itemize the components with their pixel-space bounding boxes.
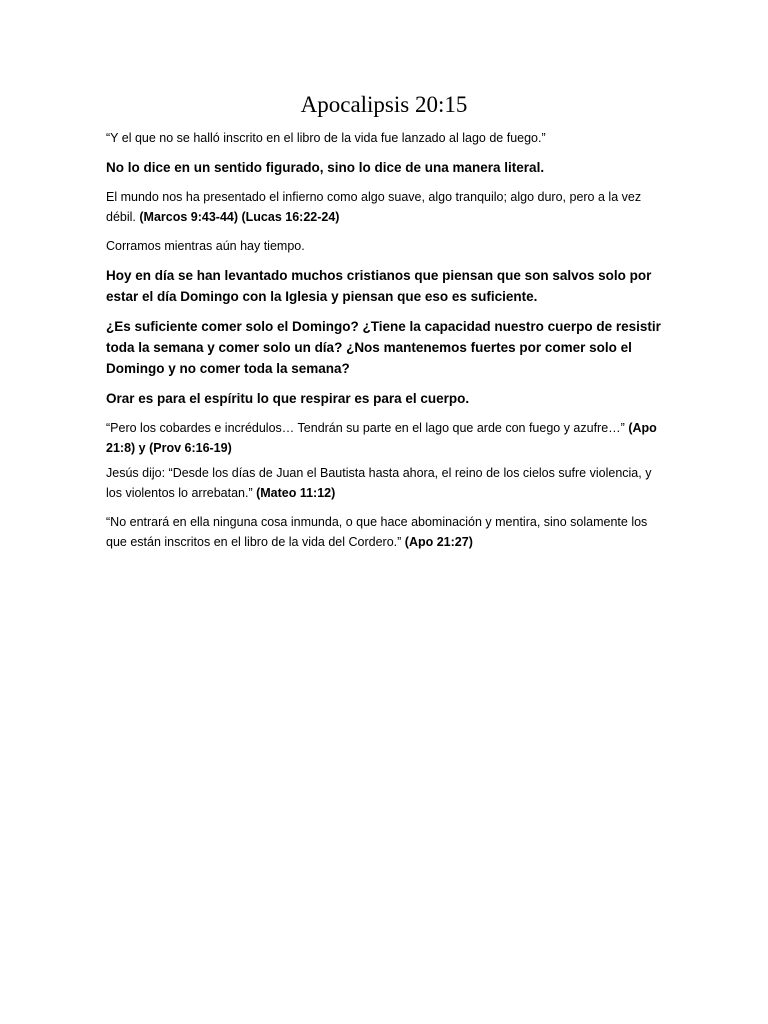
violence-verse-ref: (Mateo 11:12) <box>256 486 336 500</box>
cowards-verse-ref: (Apo 21:8) y (Prov 6:16-19) <box>106 421 657 455</box>
christians-paragraph: Hoy en día se han levantado muchos cristianos que piensan que son salvos solo por estar el día Domingo con la Iglesia y piensan que eso es suficiente. <box>106 268 652 304</box>
literal-statement: No lo dice en un sentido figurado, sino lo dice de una manera literal. <box>106 160 545 175</box>
violence-verse-text: Jesús dijo: “Desde los días de Juan el Bautista hasta ahora, el reino de los cielos sufre violencia, y los violentos lo arrebatan.” <box>106 466 652 500</box>
unclean-verse <box>106 512 662 552</box>
hell-paragraph-text: El mundo nos ha presentado el infierno como algo suave, algo tranquilo; algo duro, pero a la vez débil. <box>106 190 642 224</box>
hell-paragraph-ref: (Marcos 9:43-44) (Lucas 16:22-24) <box>139 210 340 224</box>
run-while-time-paragraph: Corramos mientras aún hay tiempo. <box>106 239 305 253</box>
opening-verse: “Y el que no se halló inscrito en el libro de la vida fue lanzado al lago de fuego.” <box>106 131 546 145</box>
page-title: Apocalipsis 20:15 <box>300 92 468 117</box>
unclean-verse-ref: (Apo 21:27) <box>404 535 473 549</box>
unclean-verse-text: “No entrará en ella ninguna cosa inmunda, o que hace abominación y mentira, sino solamente los que están inscritos en el libro de la vida del Cordero.” <box>106 515 648 549</box>
violence-verse <box>106 463 662 503</box>
document-body <box>106 128 662 552</box>
hell-paragraph <box>106 187 662 227</box>
cowards-verse <box>106 418 662 458</box>
prayer-statement: Orar es para el espíritu lo que respirar es para el cuerpo. <box>106 391 470 406</box>
cowards-verse-text: “Pero los cobardes e incrédulos… Tendrán su parte en el lago que arde con fuego y azufre…” <box>106 421 625 435</box>
eating-questions-paragraph: ¿Es suficiente comer solo el Domingo? ¿Tiene la capacidad nuestro cuerpo de resistir toda la semana y comer solo un día? ¿Nos mantenemos fuertes por comer solo el Domingo y no comer toda la semana? <box>106 319 661 376</box>
